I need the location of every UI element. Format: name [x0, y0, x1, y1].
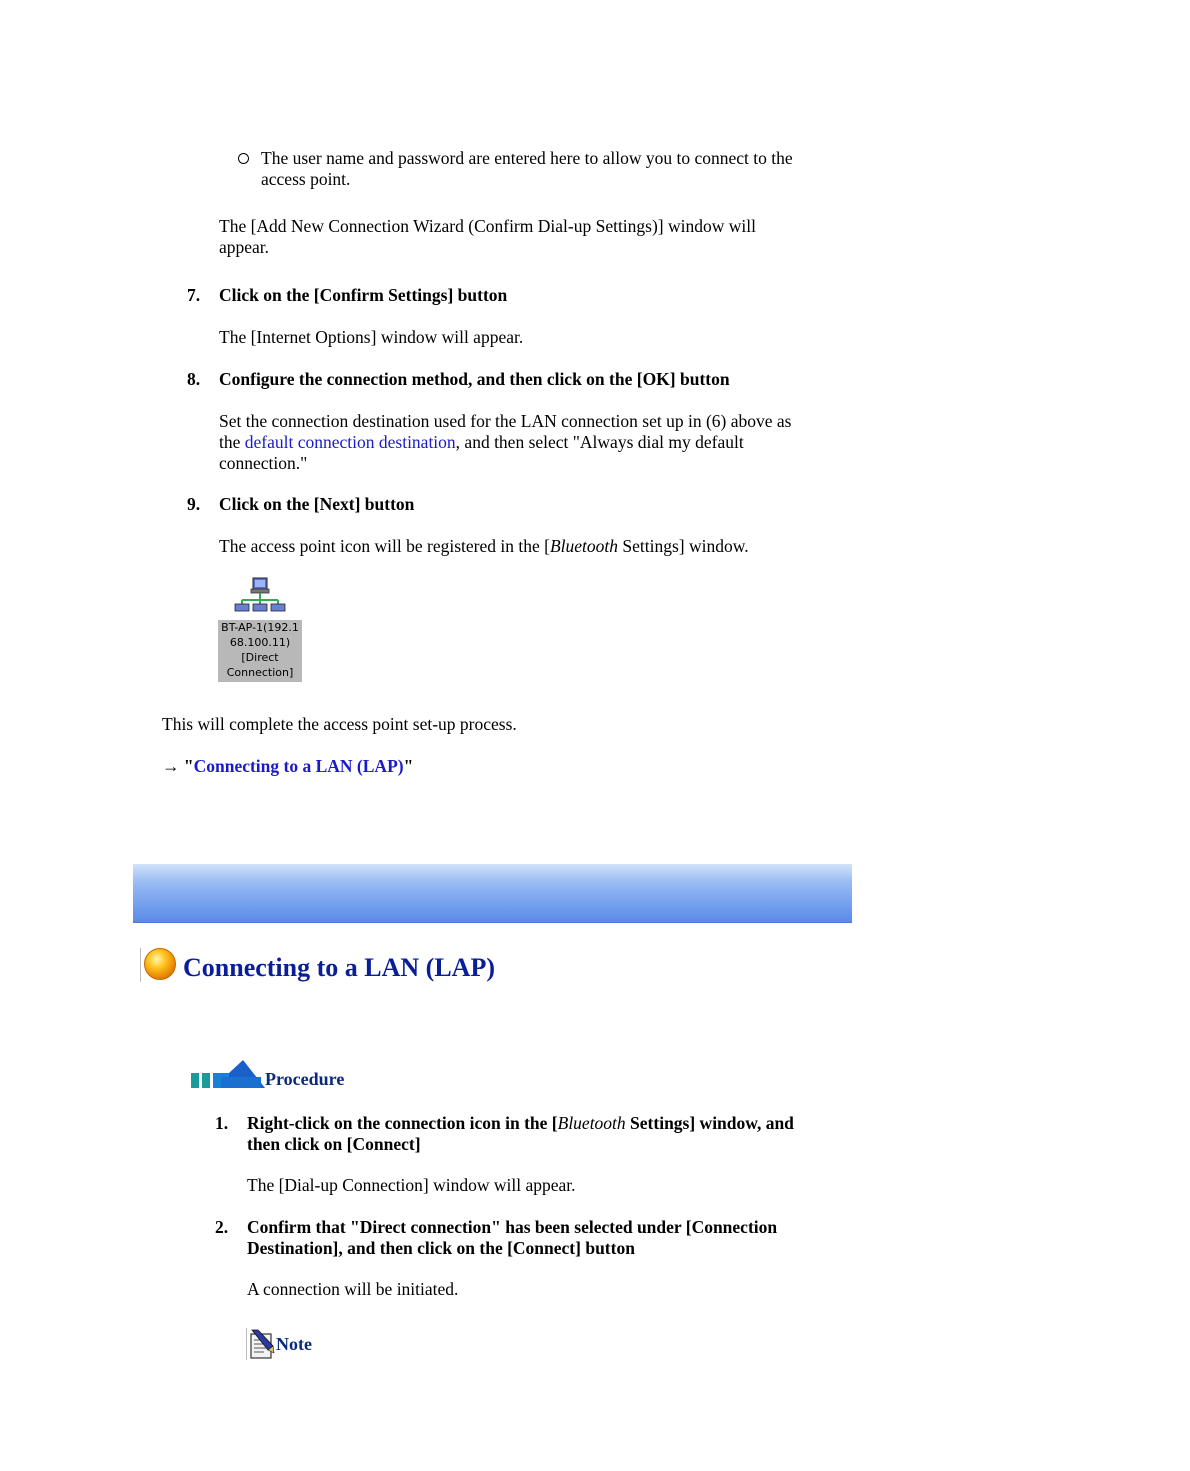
- step-9-number: 9.: [187, 494, 201, 514]
- bullet-text-line2: access point.: [261, 169, 351, 189]
- proc-step-1-body: The [Dial-up Connection] window will appear.: [247, 1175, 576, 1195]
- arrow-icon: →: [162, 756, 180, 776]
- proc-step-2-number: 2.: [215, 1217, 229, 1237]
- step-7-body: The [Internet Options] window will appear.: [219, 327, 524, 347]
- bullet-circle-icon: [238, 153, 249, 164]
- wizard-text-line2: appear.: [219, 237, 270, 257]
- note-pencil-icon: [246, 1328, 276, 1360]
- step-8-number: 8.: [187, 369, 201, 389]
- proc-step-2-title-line2: Destination], and then click on the [Connect] button: [247, 1238, 635, 1258]
- proc-step-2-title-line1: Confirm that "Direct connection" has been selected under [Connection: [247, 1217, 778, 1237]
- section-title: Connecting to a LAN (LAP): [183, 953, 495, 982]
- link-quote-open: ": [183, 756, 194, 776]
- section-banner: [133, 864, 852, 923]
- step-8-title: Configure the connection method, and then click on the [OK] button: [219, 369, 730, 389]
- complete-text: This will complete the access point set-up process.: [162, 714, 517, 734]
- proc-step-1-title-pre: Right-click on the connection icon in the [: [247, 1113, 558, 1133]
- orange-orb-icon: [140, 946, 178, 982]
- proc-step-1-number: 1.: [215, 1113, 229, 1133]
- connecting-to-lan-link[interactable]: Connecting to a LAN (LAP): [193, 756, 404, 776]
- step-7-number: 7.: [187, 285, 201, 305]
- proc-step-2-body: A connection will be initiated.: [247, 1279, 459, 1299]
- step-8-body-line1: Set the connection destination used for the LAN connection set up in (6) above as: [219, 411, 792, 431]
- default-connection-destination-link[interactable]: default connection destination: [244, 432, 456, 452]
- note-label: Note: [276, 1334, 312, 1354]
- step-8-body-line2: [219, 432, 744, 453]
- wizard-text-line1: The [Add New Connection Wizard (Confirm Dial-up Settings)] window will: [219, 216, 756, 236]
- procedure-label: Procedure: [265, 1069, 345, 1089]
- step-7-title: Click on the [Confirm Settings] button: [219, 285, 508, 305]
- lap-link-line: [162, 756, 413, 777]
- bullet-text-line1: The user name and password are entered here to allow you to connect to the: [261, 148, 793, 168]
- step-9-body-pre: The access point icon will be registered in the [: [219, 536, 550, 556]
- step-9-body-post: Settings] window.: [617, 536, 749, 556]
- proc-step-1-title-post: Settings] window, and: [625, 1113, 794, 1133]
- link-quote-close: ": [403, 756, 414, 776]
- proc-step-1-title-line2: then click on [Connect]: [247, 1134, 421, 1154]
- step-8-body-post: , and then select "Always dial my default: [455, 432, 744, 452]
- procedure-arrow-icon: [191, 1058, 265, 1090]
- proc-step-1-title-em: Bluetooth: [557, 1113, 626, 1133]
- step-8-body-line3: connection.": [219, 453, 308, 473]
- proc-step-1-title-line1: [247, 1113, 794, 1134]
- network-access-point-icon: [218, 576, 302, 620]
- step-8-body-pre: the: [219, 432, 245, 452]
- step-9-body-em: Bluetooth: [549, 536, 618, 556]
- bt-access-point-label: BT-AP-1(192.1 68.100.11) [Direct Connection]: [218, 620, 302, 682]
- step-9-title: Click on the [Next] button: [219, 494, 415, 514]
- step-9-body: [219, 536, 749, 557]
